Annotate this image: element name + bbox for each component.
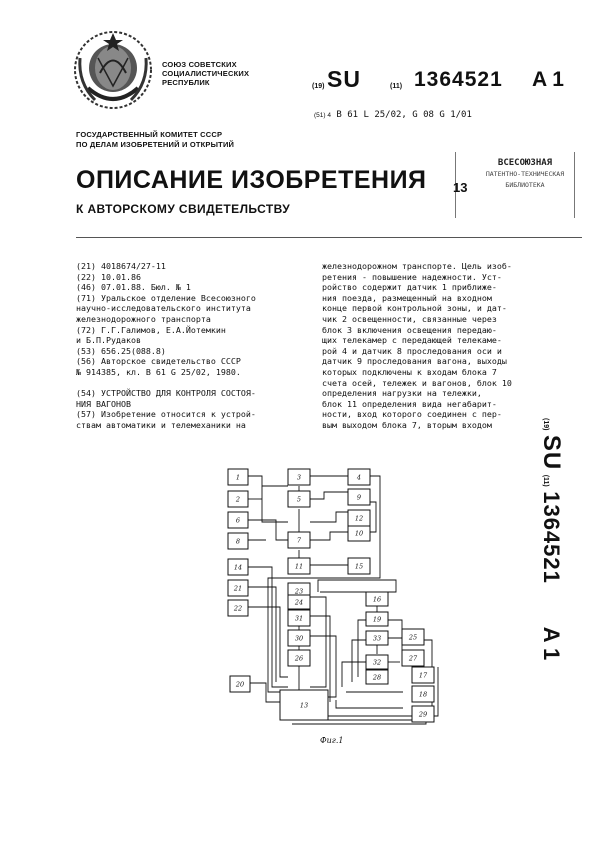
- biblio-line: (46) 07.01.88. Бюл. № 1: [76, 282, 191, 293]
- block-diagram: [226, 462, 452, 734]
- block-label-8: 8: [235, 537, 241, 546]
- abstract-line: железнодорожном транспорте. Цель изоб-: [322, 261, 512, 271]
- library-stamp: [455, 152, 575, 218]
- code-11: (11): [390, 83, 403, 90]
- block-label-31: 31: [294, 614, 304, 623]
- biblio-line: (22) 10.01.86: [76, 271, 141, 282]
- block-label-3: 3: [296, 473, 302, 482]
- abstract-line: чик 2 освещенности, связанные через: [322, 313, 497, 324]
- committee-line: ПО ДЕЛАМ ИЗОБРЕТЕНИЙ И ОТКРЫТИЙ: [76, 140, 235, 149]
- biblio-line: (72) Г.Г.Галимов, Е.А.Йотемкин: [76, 324, 226, 335]
- block-label-25: 25: [408, 633, 418, 642]
- code-51: (51) 4: [314, 112, 331, 119]
- biblio-line: и Б.П.Рудаков: [76, 335, 141, 346]
- abstract-line: блок 3 включения освещения передаю-: [322, 324, 497, 335]
- block-label-10: 10: [354, 529, 364, 538]
- header-divider: [76, 237, 582, 238]
- block-label-32: 32: [372, 658, 382, 667]
- union-name: [162, 60, 272, 87]
- side-number: 1364521: [539, 491, 564, 584]
- abstract-line: ретения - повышение надежности. Уст-: [322, 271, 502, 282]
- block-label-1: 1: [235, 473, 241, 482]
- code-19: (19): [312, 83, 325, 90]
- block-label-23: 23: [294, 587, 304, 596]
- biblio-line: железнодорожного транспорта: [76, 313, 211, 324]
- union-line: РЕСПУБЛИК: [162, 78, 210, 87]
- abstract-line: датчик 9 проследования вагона, выходы: [322, 356, 507, 367]
- block-label-27: 27: [408, 654, 418, 663]
- abstract-line: щих телекамер с передающей телекаме-: [322, 335, 502, 346]
- abstract-line: блок 11 определения вида негабарит-: [322, 398, 497, 409]
- block-label-17: 17: [418, 671, 428, 680]
- state-committee: [76, 130, 336, 150]
- abstract-line: ройство содержит датчик 1 приближе-: [322, 282, 497, 293]
- side-patent-number: [538, 418, 597, 718]
- abstract-line: ности, вход которого соединен с пер-: [322, 409, 502, 420]
- side-kind: A 1: [539, 626, 564, 661]
- stamp-line: ПАТЕНТНО-ТЕХНИЧЕСКАЯ: [485, 170, 565, 178]
- block-label-5: 5: [296, 495, 302, 504]
- block-label-2: 2: [235, 495, 241, 504]
- block-label-15: 15: [354, 562, 364, 571]
- abstract-line: ствам автоматики и телемеханики на: [76, 419, 246, 430]
- block-label-4: 4: [356, 473, 362, 482]
- abstract-continuation: [322, 261, 554, 431]
- patent-id-line: [312, 66, 582, 96]
- union-line: СОЮЗ СОВЕТСКИХ: [162, 60, 237, 69]
- bibliographic-data: [76, 261, 312, 431]
- block-label-6: 6: [235, 516, 241, 525]
- block-label-12: 12: [354, 514, 364, 523]
- stamp-number: 13: [453, 180, 468, 195]
- biblio-line: № 914385, кл. В 61 G 25/02, 1980.: [76, 366, 241, 377]
- patent-kind: A 1: [532, 68, 564, 91]
- stamp-line: ВСЕСОЮЗНАЯ: [497, 158, 553, 168]
- abstract-line: (57) Изобретение относится к устрой-: [76, 409, 256, 420]
- side-code-19: (19): [542, 418, 549, 431]
- biblio-line: (53) 656.25(088.8): [76, 345, 166, 356]
- ipc-classification: [314, 110, 472, 120]
- block-label-18: 18: [418, 690, 428, 699]
- block-label-19: 19: [372, 615, 382, 624]
- block-label-30: 30: [294, 634, 304, 643]
- biblio-line: научно-исследовательского института: [76, 303, 251, 314]
- document-subtitle: К АВТОРСКОМУ СВИДЕТЕЛЬСТВУ: [76, 202, 291, 216]
- block-label-16: 16: [372, 595, 382, 604]
- abstract-line: конце первой контрольной зоны, и дат-: [322, 303, 507, 314]
- abstract-line: рой 4 и датчик 8 проследования оси и: [322, 345, 502, 356]
- side-country: SU: [538, 434, 565, 471]
- figure-caption: Фиг.1: [320, 736, 344, 745]
- committee-line: ГОСУДАРСТВЕННЫЙ КОМИТЕТ СССР: [76, 130, 223, 139]
- biblio-line: (56) Авторское свидетельство СССР: [76, 356, 241, 367]
- invention-title-line: (54) УСТРОЙСТВО ДЛЯ КОНТРОЛЯ СОСТОЯ-: [76, 388, 256, 399]
- biblio-line: (71) Уральское отделение Всесоюзного: [76, 292, 256, 303]
- block-label-33: 33: [372, 634, 382, 643]
- abstract-line: вым выходом блока 7, вторым входом: [322, 419, 492, 430]
- block-label-9: 9: [356, 493, 362, 502]
- side-code-11: (11): [542, 474, 549, 487]
- ipc-codes: В 61 L 25/02, G 08 G 1/01: [336, 110, 472, 120]
- block-label-24: 24: [294, 598, 304, 607]
- block-label-14: 14: [233, 563, 243, 572]
- abstract-line: ния поезда, размещенный на входном: [322, 292, 492, 303]
- ussr-coat-of-arms-icon: [70, 28, 156, 114]
- stamp-line: БИБЛИОТЕКА: [505, 181, 545, 189]
- block-label-28: 28: [372, 673, 382, 682]
- block-label-20: 20: [235, 680, 245, 689]
- union-line: СОЦИАЛИСТИЧЕСКИХ: [162, 69, 250, 78]
- country-code: SU: [327, 66, 361, 92]
- block-label-22: 22: [233, 604, 243, 613]
- abstract-line: счета осей, тележек и вагонов, блок 10: [322, 377, 512, 388]
- block-label-21: 21: [233, 584, 243, 593]
- invention-title-line: НИЯ ВАГОНОВ: [76, 398, 131, 409]
- biblio-line: (21) 4018674/27-11: [76, 261, 166, 271]
- block-label-11: 11: [294, 562, 304, 571]
- abstract-line: которых подключены к входам блока 7: [322, 366, 497, 377]
- block-label-7: 7: [296, 536, 302, 545]
- patent-number: 1364521: [414, 68, 503, 91]
- document-title: ОПИСАНИЕ ИЗОБРЕТЕНИЯ: [76, 166, 427, 194]
- abstract-line: определения нагрузки на тележки,: [322, 388, 482, 399]
- block-label-13: 13: [299, 701, 309, 710]
- block-label-26: 26: [294, 654, 304, 663]
- block-label-29: 29: [418, 710, 428, 719]
